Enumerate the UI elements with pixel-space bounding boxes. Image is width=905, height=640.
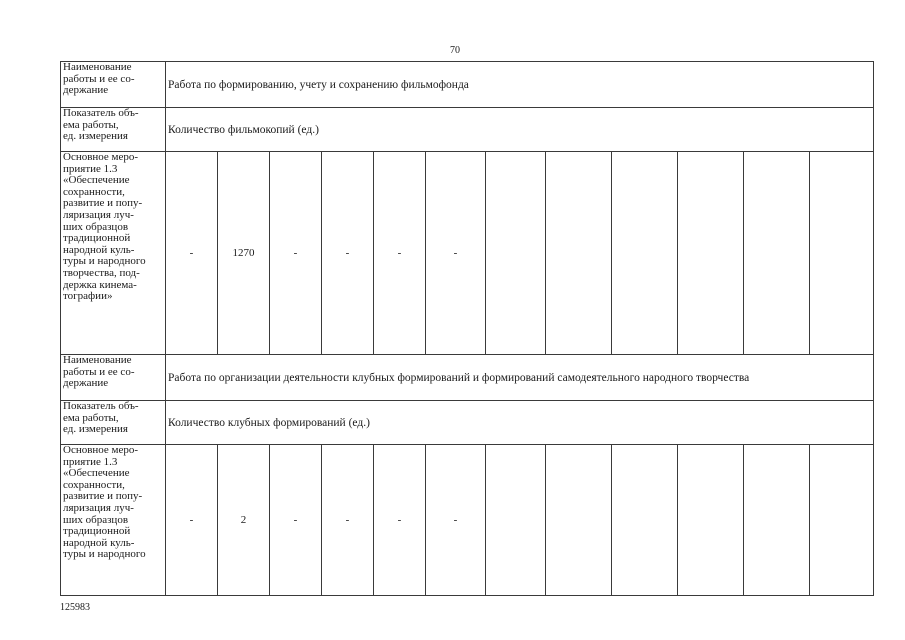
section-2-name-label — [61, 355, 166, 401]
activity-label-line: сохранности, — [63, 478, 125, 491]
value-cell: - — [374, 445, 426, 596]
activity-label-line: творчества, под- — [63, 266, 140, 279]
activity-label-line: ших образцов — [63, 513, 129, 526]
value-cell — [612, 152, 678, 355]
activity-label-line: развитие и попу- — [63, 197, 143, 210]
activity-label-line: приятие 1.3 — [63, 455, 118, 468]
value-cell — [810, 445, 874, 596]
program-table — [60, 61, 874, 596]
value-cell: - — [426, 445, 486, 596]
activity-label-line: сохранности, — [63, 185, 125, 198]
value-cell — [744, 445, 810, 596]
section-2-activity-label — [61, 445, 166, 596]
activity-label-line: держка кинема- — [63, 278, 137, 291]
value-cell — [678, 152, 744, 355]
indicator-label-line: Показатель объ- — [63, 107, 139, 119]
value-cell — [546, 152, 612, 355]
section-1-indicator-value: Количество фильмокопий (ед.) — [166, 108, 874, 152]
value-cell — [546, 445, 612, 596]
section-2-name-row — [61, 355, 874, 401]
activity-label-line: народной куль- — [63, 536, 135, 549]
document-code: 125983 — [60, 602, 90, 613]
value-cell: - — [166, 445, 218, 596]
section-1-name-row — [61, 62, 874, 108]
section-1-activity-row — [61, 152, 874, 355]
value-cell: 1270 — [218, 152, 270, 355]
section-1-name-value: Работа по формированию, учету и сохранению фильмофонда — [166, 62, 874, 108]
activity-label-line: Основное меро- — [63, 444, 139, 456]
indicator-label-line: ед. измерения — [63, 423, 128, 436]
activity-label-line: традиционной — [63, 525, 131, 538]
activity-label-line: народной куль- — [63, 243, 135, 256]
value-cell — [810, 152, 874, 355]
activity-label-line: туры и народного — [63, 255, 146, 268]
value-cell — [678, 445, 744, 596]
indicator-label-line: ема работы, — [63, 118, 119, 131]
activity-label-line: традиционной — [63, 232, 131, 245]
section-1-name-label — [61, 62, 166, 108]
activity-label-line: развитие и попу- — [63, 490, 143, 503]
name-label-line: работы и ее со- — [63, 72, 135, 85]
value-cell: - — [166, 152, 218, 355]
name-label-line: работы и ее со- — [63, 365, 135, 378]
activity-label-line: «Обеспечение — [63, 174, 130, 187]
section-2-name-value: Работа по организации деятельности клубных формирований и формирований самодеятельного народного творчества — [166, 355, 874, 401]
value-cell — [486, 445, 546, 596]
indicator-label-line: Показатель объ- — [63, 400, 139, 412]
section-2-indicator-value: Количество клубных формирований (ед.) — [166, 401, 874, 445]
activity-label-line: туры и народного — [63, 548, 146, 561]
section-1-indicator-label — [61, 108, 166, 152]
activity-label-line: ляризация луч- — [63, 501, 134, 514]
section-1-activity-label — [61, 152, 166, 355]
value-cell: - — [426, 152, 486, 355]
indicator-label-line: ед. измерения — [63, 130, 128, 143]
value-cell — [612, 445, 678, 596]
name-label-line: держание — [63, 377, 109, 390]
value-cell: - — [270, 152, 322, 355]
activity-label-line: приятие 1.3 — [63, 162, 118, 175]
value-cell: - — [322, 152, 374, 355]
name-label-line: Наименование — [63, 61, 132, 73]
section-1-indicator-row — [61, 108, 874, 152]
value-cell — [744, 152, 810, 355]
name-label-line: держание — [63, 84, 109, 97]
activity-label-line: тографии» — [63, 290, 113, 303]
value-cell: - — [270, 445, 322, 596]
activity-label-line: ляризация луч- — [63, 208, 134, 221]
value-cell — [486, 152, 546, 355]
section-2-indicator-label — [61, 401, 166, 445]
section-2-activity-row — [61, 445, 874, 596]
section-2-indicator-row — [61, 401, 874, 445]
value-cell: - — [322, 445, 374, 596]
activity-label-line: ших образцов — [63, 220, 129, 233]
page-number: 70 — [450, 45, 460, 56]
indicator-label-line: ема работы, — [63, 411, 119, 424]
activity-label-line: «Обеспечение — [63, 467, 130, 480]
name-label-line: Наименование — [63, 354, 132, 366]
value-cell: 2 — [218, 445, 270, 596]
activity-label-line: Основное меро- — [63, 151, 139, 163]
value-cell: - — [374, 152, 426, 355]
